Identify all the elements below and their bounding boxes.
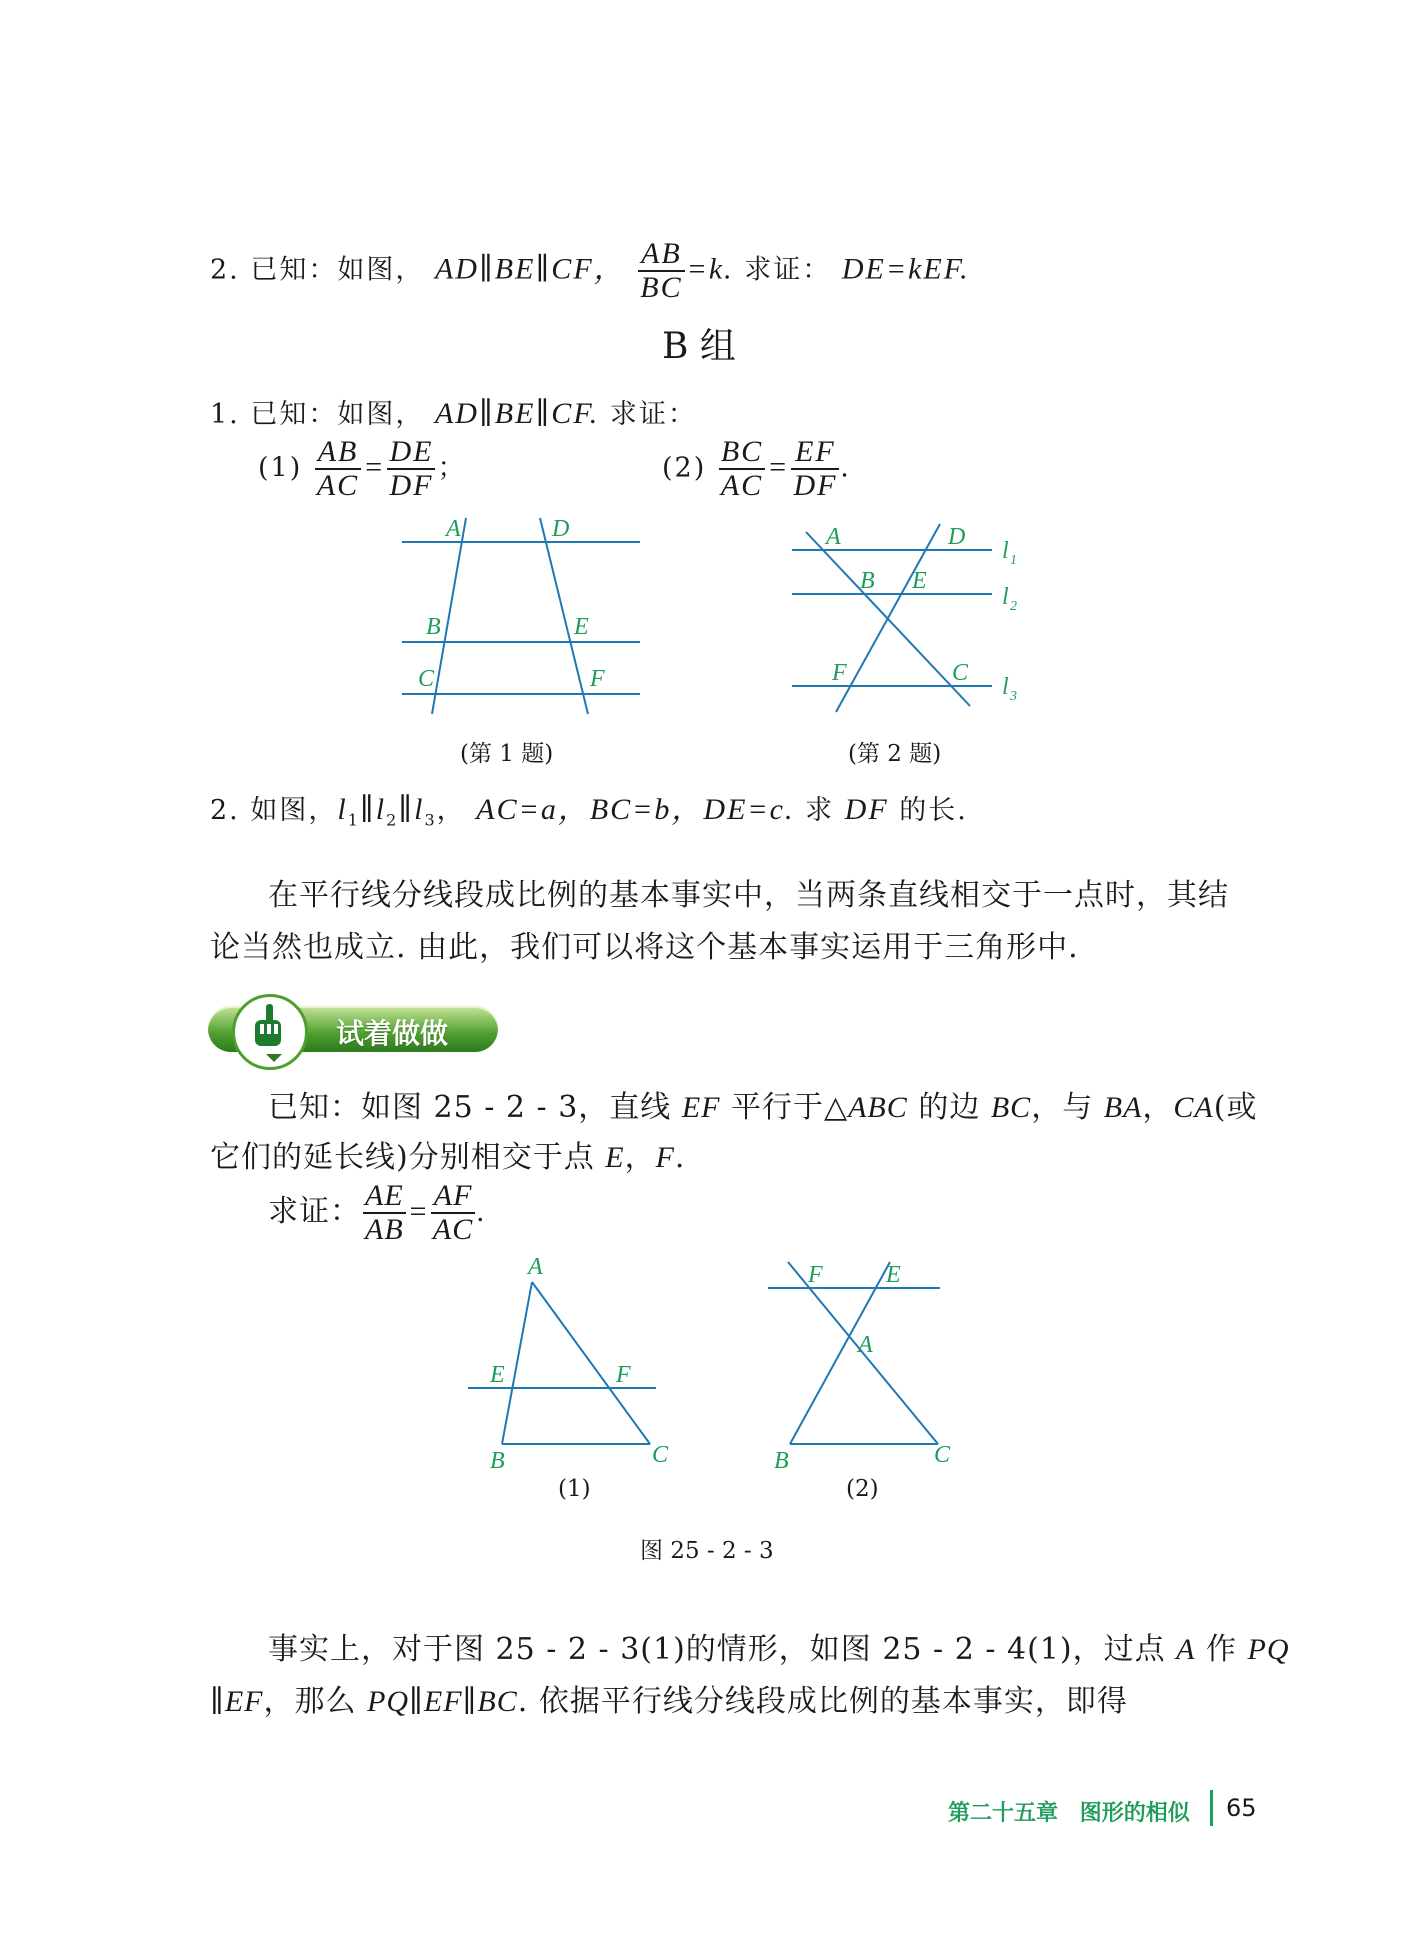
text: ， (1142, 1090, 1174, 1125)
fraction-left (315, 436, 361, 502)
line-label-l2: l (1002, 584, 1009, 610)
line-label-l1: l (1002, 538, 1009, 564)
side-ac (532, 1282, 650, 1444)
problem-b2 (210, 784, 968, 829)
var: ∥EF (210, 1685, 264, 1718)
var: PQ∥EF∥BC (367, 1685, 518, 1718)
var: EF (681, 1091, 721, 1124)
point-label: B (860, 568, 875, 594)
fraction-numerator: AE (365, 1179, 404, 1212)
text: ，与 (1031, 1090, 1104, 1125)
point-label: B (426, 614, 441, 640)
fraction (638, 238, 684, 304)
figure-2-caption: (第 2 题) (848, 741, 942, 767)
point-label: C (652, 1442, 669, 1468)
line-label-l3: l (1002, 674, 1009, 700)
line-subscript: 1 (1010, 553, 1017, 568)
point-label: F (616, 1362, 631, 1388)
fraction-right (431, 1180, 475, 1246)
figure-1-diagram (390, 510, 650, 720)
given-text: 已知：如图， (250, 254, 425, 286)
line-df (836, 524, 940, 712)
condition: AD∥BE∥CF， (434, 252, 626, 286)
fraction-numerator: BC (720, 435, 764, 468)
equals-k: =k. (686, 252, 734, 286)
point-label: A (446, 516, 461, 542)
text: 它们的延长线)分别相交于点 (210, 1140, 606, 1175)
text: 如图， (250, 795, 338, 826)
problem-a2 (210, 238, 970, 304)
parallel: ∥ (359, 793, 376, 826)
part-end: . (841, 450, 851, 484)
fraction-denominator: AC (720, 469, 764, 502)
text: . 依据平行线分线段成比例的基本事实，即得 (517, 1684, 1128, 1719)
para3-line2 (210, 1676, 1128, 1720)
problem-b1 (210, 392, 697, 431)
fraction-denominator: BC (640, 271, 683, 304)
para2-line2 (210, 1132, 685, 1176)
point-label: E (574, 614, 589, 640)
fraction-denominator: AC (316, 469, 360, 502)
fraction-right (791, 436, 839, 502)
point-label: B (774, 1448, 789, 1472)
subscript: 2 (386, 810, 399, 830)
point-label: D (552, 516, 570, 542)
var-l: l (375, 793, 387, 826)
point-label: A (528, 1254, 543, 1280)
footer-divider (1210, 1790, 1213, 1826)
chapter-title: 图形的相似 (1079, 1801, 1190, 1826)
text: ， (436, 795, 466, 826)
group-b-title: B 组 (662, 326, 736, 367)
figure-1-caption: (第 1 题) (460, 741, 554, 767)
fraction-numerator: DE (389, 435, 434, 468)
para2-line1 (268, 1082, 1257, 1126)
var: BA (1103, 1091, 1143, 1124)
text: (或 (1213, 1090, 1258, 1125)
line-eb (790, 1262, 890, 1444)
prove-text: 求证： (609, 399, 697, 430)
part-end: ； (437, 452, 467, 484)
b1-part2: (2) $\frac{BC}{AC}$ = $\frac{EF}{DF}$ . (662, 435, 851, 502)
var-l: l (337, 793, 348, 826)
text: ，那么 (263, 1684, 368, 1719)
problem-number: 1. (210, 399, 240, 430)
fraction-denominator: AC (432, 1213, 474, 1246)
fraction-numerator: AF (431, 1180, 475, 1214)
end: . (477, 1195, 486, 1228)
text: 事实上，对于图 25 - 2 - 3(1)的情形，如图 25 - 2 - 4(1)，过点 (268, 1632, 1177, 1667)
var: BC (990, 1091, 1032, 1124)
fraction-denominator: DF (793, 469, 838, 502)
point-label: F (808, 1262, 823, 1288)
text: 的长. (899, 795, 968, 826)
prove-text: 求证： (744, 254, 832, 286)
para1-line1: 在平行线分线段成比例的基本事实中，当两条直线相交于一点时，其结 (268, 878, 1229, 913)
prove-line: 求证： $\frac{AE}{AB}$ = $\frac{AF}{AC}$ . (268, 1179, 486, 1246)
fraction-numerator: AB (315, 436, 361, 470)
footer-chapter (948, 1796, 1190, 1827)
goal: DE=kEF. (841, 252, 970, 286)
var: F (655, 1141, 675, 1174)
banner-label: 试着做做 (336, 1017, 449, 1050)
prove-label: 求证： (268, 1194, 361, 1229)
var: A (1176, 1633, 1196, 1666)
para3-line1 (268, 1624, 1290, 1668)
side-ab (502, 1282, 532, 1444)
text: 的边 (907, 1090, 991, 1125)
df: DF (844, 793, 889, 826)
point-label: E (490, 1362, 505, 1388)
text: ， (624, 1140, 656, 1175)
figure-3-caption: 图 25 - 2 - 3 (640, 1538, 774, 1564)
figure-3-1-caption: (1) (558, 1476, 591, 1502)
part-label: (2) (662, 452, 707, 484)
problem-number: 2. (210, 795, 240, 826)
text: 平行于△ (720, 1090, 849, 1125)
fraction-left (719, 436, 765, 502)
line-subscript: 2 (1010, 599, 1017, 614)
point-label: A (826, 524, 841, 550)
page-number: 65 (1226, 1794, 1257, 1822)
point-label: B (490, 1448, 505, 1472)
try-banner (208, 994, 498, 1066)
para1-line2: 论当然也成立. 由此，我们可以将这个基本事实运用于三角形中. (210, 930, 1079, 965)
given-text: 已知：如图， (250, 399, 425, 430)
fraction-numerator: EF (791, 436, 839, 470)
chapter-number: 第二十五章 (948, 1801, 1059, 1826)
part-label: (1) (258, 452, 303, 484)
point-label: F (590, 666, 605, 692)
figure-3-2-diagram (760, 1252, 990, 1472)
condition: AD∥BE∥CF. (434, 397, 600, 430)
point-label: C (418, 666, 435, 692)
banner-pointer (266, 1054, 282, 1062)
point-label: E (886, 1262, 901, 1288)
fraction-right (387, 436, 435, 502)
point-label: D (948, 524, 966, 550)
var: E (605, 1141, 625, 1174)
parallel: ∥ (398, 793, 415, 826)
problem-number: 2. (210, 254, 240, 286)
subscript: 1 (347, 810, 360, 830)
fraction-denominator: AB (365, 1213, 404, 1246)
point-label: C (934, 1442, 951, 1468)
fraction-denominator: DF (389, 469, 434, 502)
fraction-left (363, 1180, 406, 1246)
text: 作 (1195, 1632, 1248, 1667)
text: 求 (805, 795, 835, 826)
var: ABC (848, 1091, 908, 1124)
text: . (674, 1140, 686, 1175)
var: CA (1173, 1091, 1214, 1124)
point-label: F (832, 660, 847, 686)
var-l: l (414, 793, 425, 826)
values: AC=a，BC=b，DE=c. (476, 793, 795, 826)
figure-2-diagram (780, 510, 1040, 720)
text: 已知：如图 25 - 2 - 3，直线 (268, 1090, 682, 1125)
b1-part1: (1) $\frac{AB}{AC}$ = $\frac{DE}{DF}$ ； (258, 435, 467, 502)
hand-icon (252, 1002, 284, 1054)
line-subscript: 3 (1010, 689, 1017, 704)
var: PQ (1247, 1633, 1290, 1666)
figure-3-1-diagram (452, 1252, 682, 1472)
figure-3-2-caption: (2) (846, 1476, 879, 1502)
fraction-numerator: AB (638, 238, 684, 272)
point-label: A (858, 1332, 873, 1358)
point-label: C (952, 660, 969, 686)
subscript: 3 (424, 810, 437, 830)
point-label: E (912, 568, 927, 594)
